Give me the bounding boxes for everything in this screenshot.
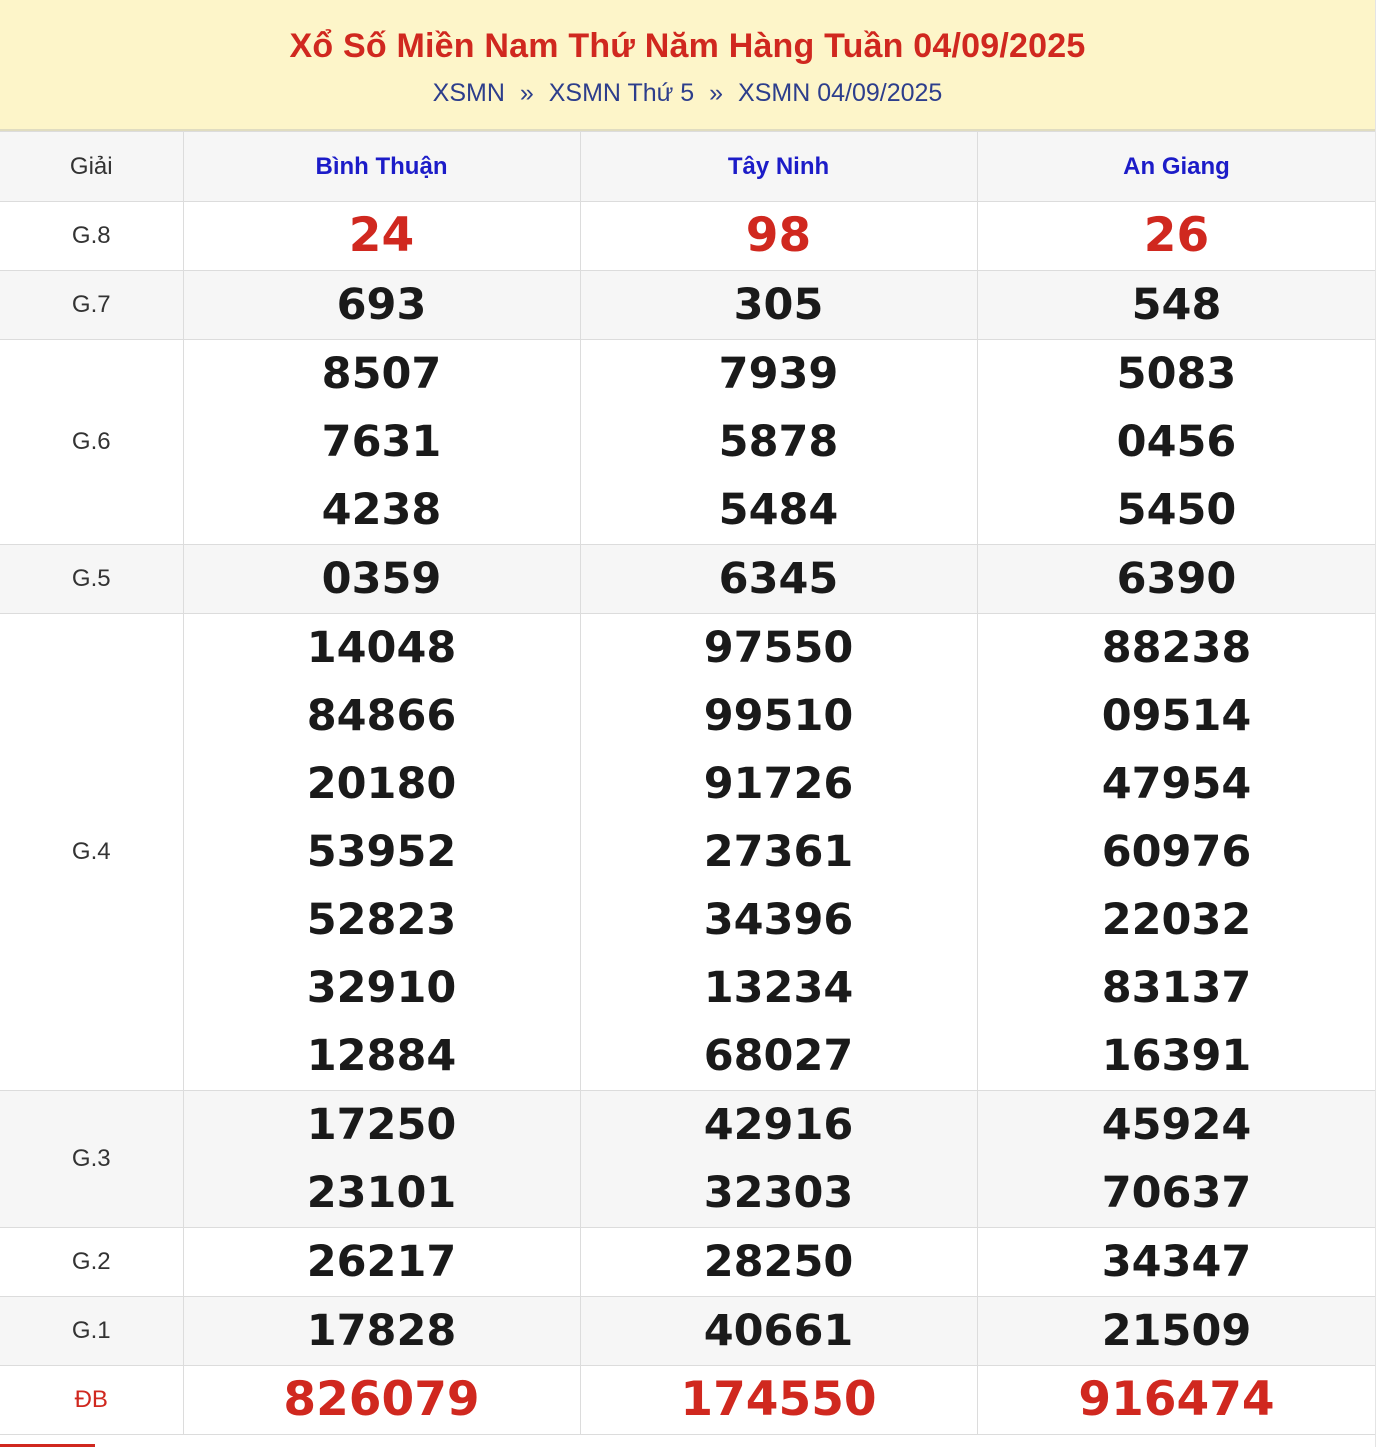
winning-number: 17828 <box>306 1306 457 1356</box>
winning-number: 21509 <box>1101 1306 1252 1356</box>
winning-number: 5450 <box>1116 485 1237 535</box>
winning-number: 45924 <box>1101 1100 1252 1150</box>
prize-label: G.3 <box>0 1091 183 1228</box>
winning-number: 16391 <box>1101 1031 1252 1081</box>
breadcrumb-separator: » <box>709 79 724 107</box>
winning-number: 4238 <box>321 485 442 535</box>
winning-number: 6345 <box>718 554 839 604</box>
prize-row-db <box>0 1366 1376 1435</box>
prize-column-header: Giải <box>0 132 183 202</box>
winning-number: 6390 <box>1116 554 1237 604</box>
prize-row-g7 <box>0 271 1376 340</box>
winning-number: 32303 <box>703 1168 854 1218</box>
prize-row-g3 <box>0 1091 1376 1228</box>
winning-number: 42916 <box>703 1100 854 1150</box>
prize-row-g6 <box>0 340 1376 545</box>
prize-label: ĐB <box>0 1366 183 1435</box>
winning-number: 0359 <box>321 554 442 604</box>
prize-cell <box>977 340 1376 545</box>
breadcrumb-link-xsmn[interactable]: XSMN <box>432 79 505 107</box>
winning-number: 27361 <box>703 827 854 877</box>
winning-number: 548 <box>1131 280 1222 330</box>
winning-number: 20180 <box>306 759 457 809</box>
prize-cell <box>977 1228 1376 1297</box>
prize-cell <box>580 1091 977 1228</box>
prize-cell <box>580 614 977 1091</box>
breadcrumb-link-xsmn-date[interactable]: XSMN 04/09/2025 <box>738 79 943 107</box>
winning-number: 26 <box>1143 208 1210 263</box>
winning-number: 24 <box>348 208 415 263</box>
winning-number: 09514 <box>1101 691 1252 741</box>
prize-label: G.4 <box>0 614 183 1091</box>
prize-cell <box>977 271 1376 340</box>
prize-cell <box>183 1091 580 1228</box>
winning-number: 12884 <box>306 1031 457 1081</box>
page-title: Xổ Số Miền Nam Thứ Năm Hàng Tuần 04/09/2025 <box>289 27 1086 65</box>
breadcrumb-separator: » <box>519 79 534 107</box>
winning-number: 32910 <box>306 963 457 1013</box>
prize-cell <box>580 202 977 271</box>
prize-label: G.2 <box>0 1228 183 1297</box>
winning-number: 88238 <box>1101 623 1252 673</box>
prize-cell <box>977 202 1376 271</box>
results-body <box>0 202 1376 1435</box>
prize-cell <box>183 1228 580 1297</box>
prize-label: G.6 <box>0 340 183 545</box>
winning-number: 5083 <box>1116 349 1237 399</box>
prize-label: G.8 <box>0 202 183 271</box>
prize-cell <box>183 1366 580 1435</box>
prize-row-g4 <box>0 614 1376 1091</box>
prize-cell <box>183 340 580 545</box>
winning-number: 98 <box>745 208 812 263</box>
winning-number: 826079 <box>283 1372 480 1427</box>
prize-cell <box>977 1366 1376 1435</box>
prize-cell <box>580 1297 977 1366</box>
prize-cell <box>580 545 977 614</box>
winning-number: 60976 <box>1101 827 1252 877</box>
winning-number: 83137 <box>1101 963 1252 1013</box>
breadcrumb-link-xsmn-thu-5[interactable]: XSMN Thứ 5 <box>548 79 695 107</box>
prize-cell <box>183 545 580 614</box>
winning-number: 0456 <box>1116 417 1237 467</box>
winning-number: 8507 <box>321 349 442 399</box>
winning-number: 305 <box>733 280 824 330</box>
results-header <box>0 0 1375 131</box>
results-table <box>0 131 1376 1435</box>
winning-number: 99510 <box>703 691 854 741</box>
prize-cell <box>977 614 1376 1091</box>
prize-cell <box>977 545 1376 614</box>
province-header-tay-ninh[interactable]: Tây Ninh <box>580 132 977 202</box>
prize-cell <box>183 271 580 340</box>
winning-number: 70637 <box>1101 1168 1252 1218</box>
winning-number: 97550 <box>703 623 854 673</box>
table-header-row <box>0 132 1376 202</box>
winning-number: 5878 <box>718 417 839 467</box>
winning-number: 7631 <box>321 417 442 467</box>
prize-cell <box>183 202 580 271</box>
prize-label: G.1 <box>0 1297 183 1366</box>
winning-number: 916474 <box>1078 1372 1275 1427</box>
prize-cell <box>977 1297 1376 1366</box>
prize-row-g8 <box>0 202 1376 271</box>
prize-cell <box>580 1366 977 1435</box>
winning-number: 34396 <box>703 895 854 945</box>
province-header-an-giang[interactable]: An Giang <box>977 132 1376 202</box>
prize-label: G.5 <box>0 545 183 614</box>
prize-row-g2 <box>0 1228 1376 1297</box>
prize-cell <box>183 1297 580 1366</box>
winning-number: 23101 <box>306 1168 457 1218</box>
winning-number: 7939 <box>718 349 839 399</box>
winning-number: 68027 <box>703 1031 854 1081</box>
winning-number: 5484 <box>718 485 839 535</box>
winning-number: 14048 <box>306 623 457 673</box>
prize-cell <box>580 1228 977 1297</box>
winning-number: 22032 <box>1101 895 1252 945</box>
prize-row-g5 <box>0 545 1376 614</box>
prize-label: G.7 <box>0 271 183 340</box>
prize-cell <box>580 271 977 340</box>
winning-number: 40661 <box>703 1306 854 1356</box>
winning-number: 693 <box>336 280 427 330</box>
winning-number: 53952 <box>306 827 457 877</box>
winning-number: 17250 <box>306 1100 457 1150</box>
winning-number: 174550 <box>680 1372 877 1427</box>
prize-cell <box>183 614 580 1091</box>
prize-cell <box>580 340 977 545</box>
winning-number: 47954 <box>1101 759 1252 809</box>
winning-number: 52823 <box>306 895 457 945</box>
winning-number: 91726 <box>703 759 854 809</box>
prize-row-g1 <box>0 1297 1376 1366</box>
winning-number: 26217 <box>306 1237 457 1287</box>
prize-cell <box>977 1091 1376 1228</box>
winning-number: 84866 <box>306 691 457 741</box>
province-header-binh-thuan[interactable]: Bình Thuận <box>183 132 580 202</box>
winning-number: 28250 <box>703 1237 854 1287</box>
breadcrumb <box>0 78 1375 108</box>
winning-number: 34347 <box>1101 1237 1252 1287</box>
winning-number: 13234 <box>703 963 854 1013</box>
